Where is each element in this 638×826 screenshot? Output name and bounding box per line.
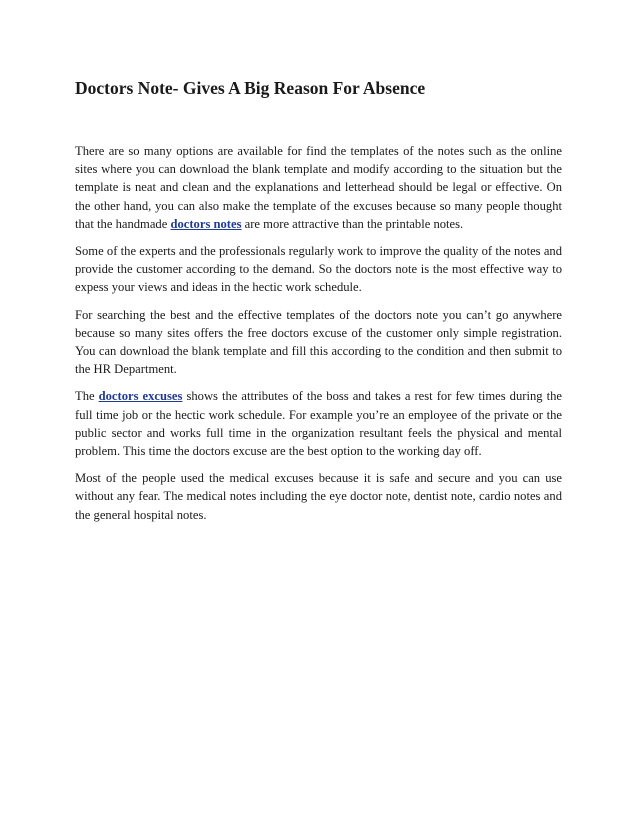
- paragraph-4: [75, 387, 562, 460]
- paragraph-1: [75, 142, 562, 233]
- doctors-excuses-link[interactable]: doctors excuses: [98, 389, 183, 404]
- paragraph-4-text-before: The: [75, 389, 99, 404]
- paragraph-3: For searching the best and the effective templates of the doctors note you can’t go anywhere because so many sites offers the free doctors excuse of the customer only simple registration. You can download the blank template and fill this according to the condition and then submit to the HR Department.: [75, 307, 562, 377]
- paragraph-4-text-after: shows the attributes of the boss and takes a rest for few times during the full time job or the hectic work schedule. For example you’re an employee of the private or the public sector and works full time in the organization resultant feels the physical and mental problem. This time the doctors excuse are the best option to the working day off.: [75, 389, 562, 459]
- paragraph-2: Some of the experts and the professionals regularly work to improve the quality of the notes and provide the customer according to the demand. So the doctors note is the most effective way to expess your views and ideas in the hectic work schedule.: [75, 244, 562, 295]
- doctors-notes-link[interactable]: doctors notes: [170, 216, 242, 231]
- paragraph-1-text-after: are more attractive than the printable notes.: [241, 216, 464, 231]
- paragraph-5: Most of the people used the medical excuses because it is safe and secure and you can use without any fear. The medical notes including the eye doctor note, dentist note, cardio notes and the general hospital notes.: [75, 471, 562, 522]
- paragraph-1-text-before: There are so many options are available for find the templates of the notes such as the online sites where you can download the blank template and modify according to the situation but the template is neat and clean and the explanations and letterhead should be legal or effective. On the other hand, you can also make the template of the excuses because so many people thought that the handmade: [75, 144, 562, 231]
- document-title: Doctors Note- Gives A Big Reason For Absence: [75, 78, 426, 98]
